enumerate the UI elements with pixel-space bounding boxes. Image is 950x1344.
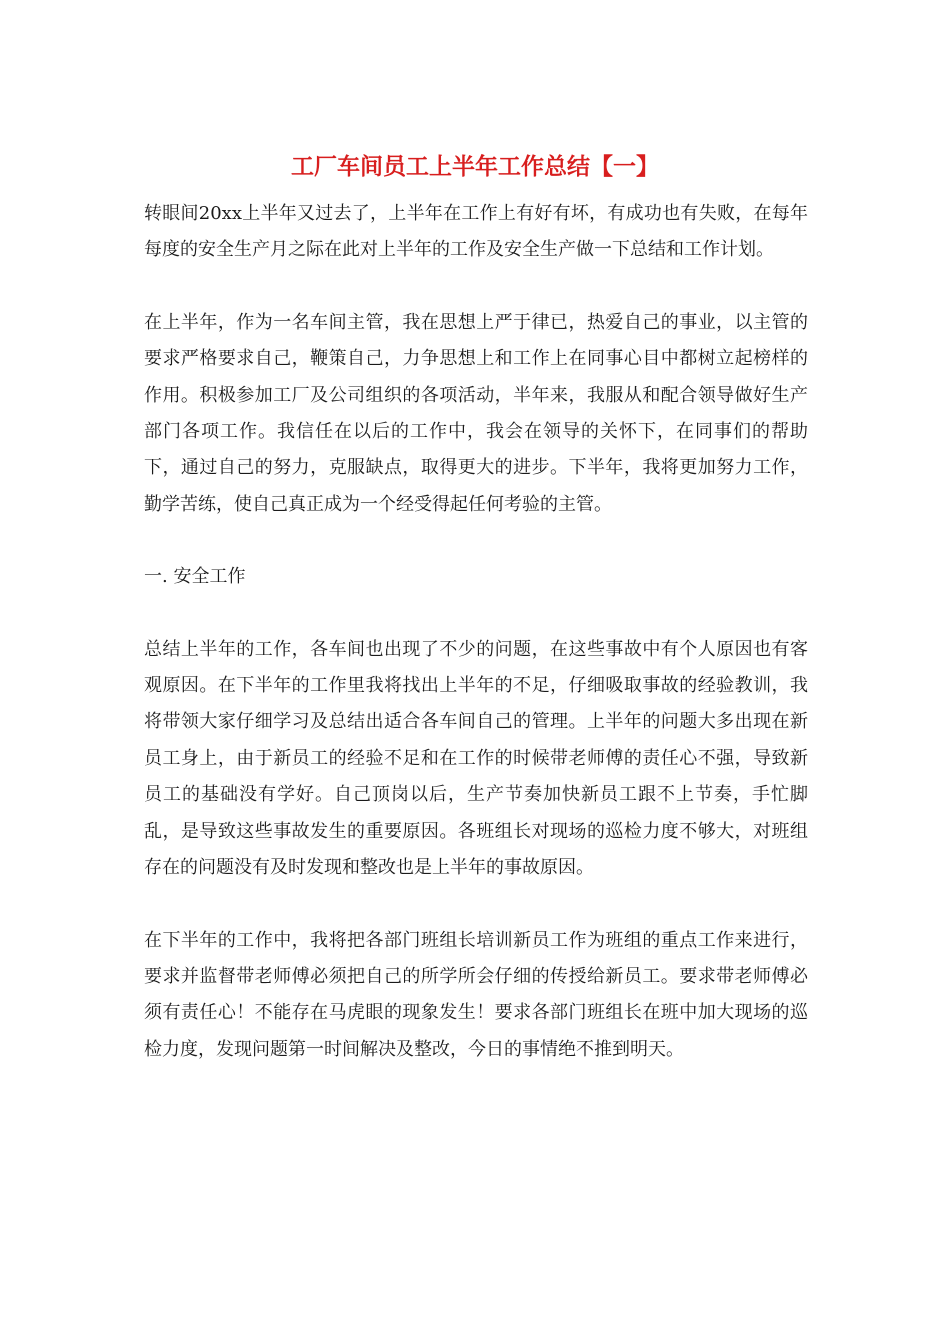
paragraph-second-half-plan: 在下半年的工作中，我将把各部门班组长培训新员工作为班组的重点工作来进行，要求并监督带老师傅必须把自己的所学所会仔细的传授给新员工。要求带老师傅必须有责任心！不能存在马虎眼的现象发生！要求各部门班组长在班中加大现场的巡检力度，发现问题第一时间解决及整改，今日的事情绝不推到明天。 bbox=[144, 929, 808, 1060]
section-heading-safety: 一. 安全工作 bbox=[144, 566, 246, 588]
paragraph-self-review: 在上半年，作为一名车间主管，我在思想上严于律已，热爱自己的事业，以主管的要求严格要求自己，鞭策自己，力争思想上和工作上在同事心目中都树立起榜样的作用。积极参加工厂及公司组织的各项活动，半年来，我服从和配合领导做好生产部门各项工作。我信任在以后的工作中，我会在领导的关怀下，在同事们的帮助下，通过自己的努力，克服缺点，取得更大的进步。下半年，我将更加努力工作，勤学苦练，使自己真正成为一个经受得起任何考验的主管。 bbox=[144, 311, 808, 515]
paragraph-safety-summary: 总结上半年的工作，各车间也出现了不少的问题，在这些事故中有个人原因也有客观原因。在下半年的工作里我将找出上半年的不足，仔细吸取事故的经验教训，我将带领大家仔细学习及总结出适合各车间自己的管理。上半年的问题大多出现在新员工身上，由于新员工的经验不足和在工作的时候带老师傅的责任心不强，导致新员工的基础没有学好。自己顶岗以后，生产节奏加快新员工跟不上节奏，手忙脚乱，是导致这些事故发生的重要原因。各班组长对现场的巡检力度不够大，对班组存在的问题没有及时发现和整改也是上半年的事故原因。 bbox=[144, 638, 808, 879]
document-title: 工厂车间员工上半年工作总结【一】 bbox=[291, 154, 659, 180]
paragraph-intro: 转眼间20xx上半年又过去了，上半年在工作上有好有坏，有成功也有失败，在每年每度的安全生产月之际在此对上半年的工作及安全生产做一下总结和工作计划。 bbox=[144, 203, 808, 261]
paragraph-spacer bbox=[144, 596, 808, 632]
paragraph-spacer bbox=[144, 523, 808, 559]
paragraph-spacer bbox=[144, 887, 808, 923]
document-body bbox=[144, 196, 808, 1068]
paragraph-spacer bbox=[144, 269, 808, 305]
